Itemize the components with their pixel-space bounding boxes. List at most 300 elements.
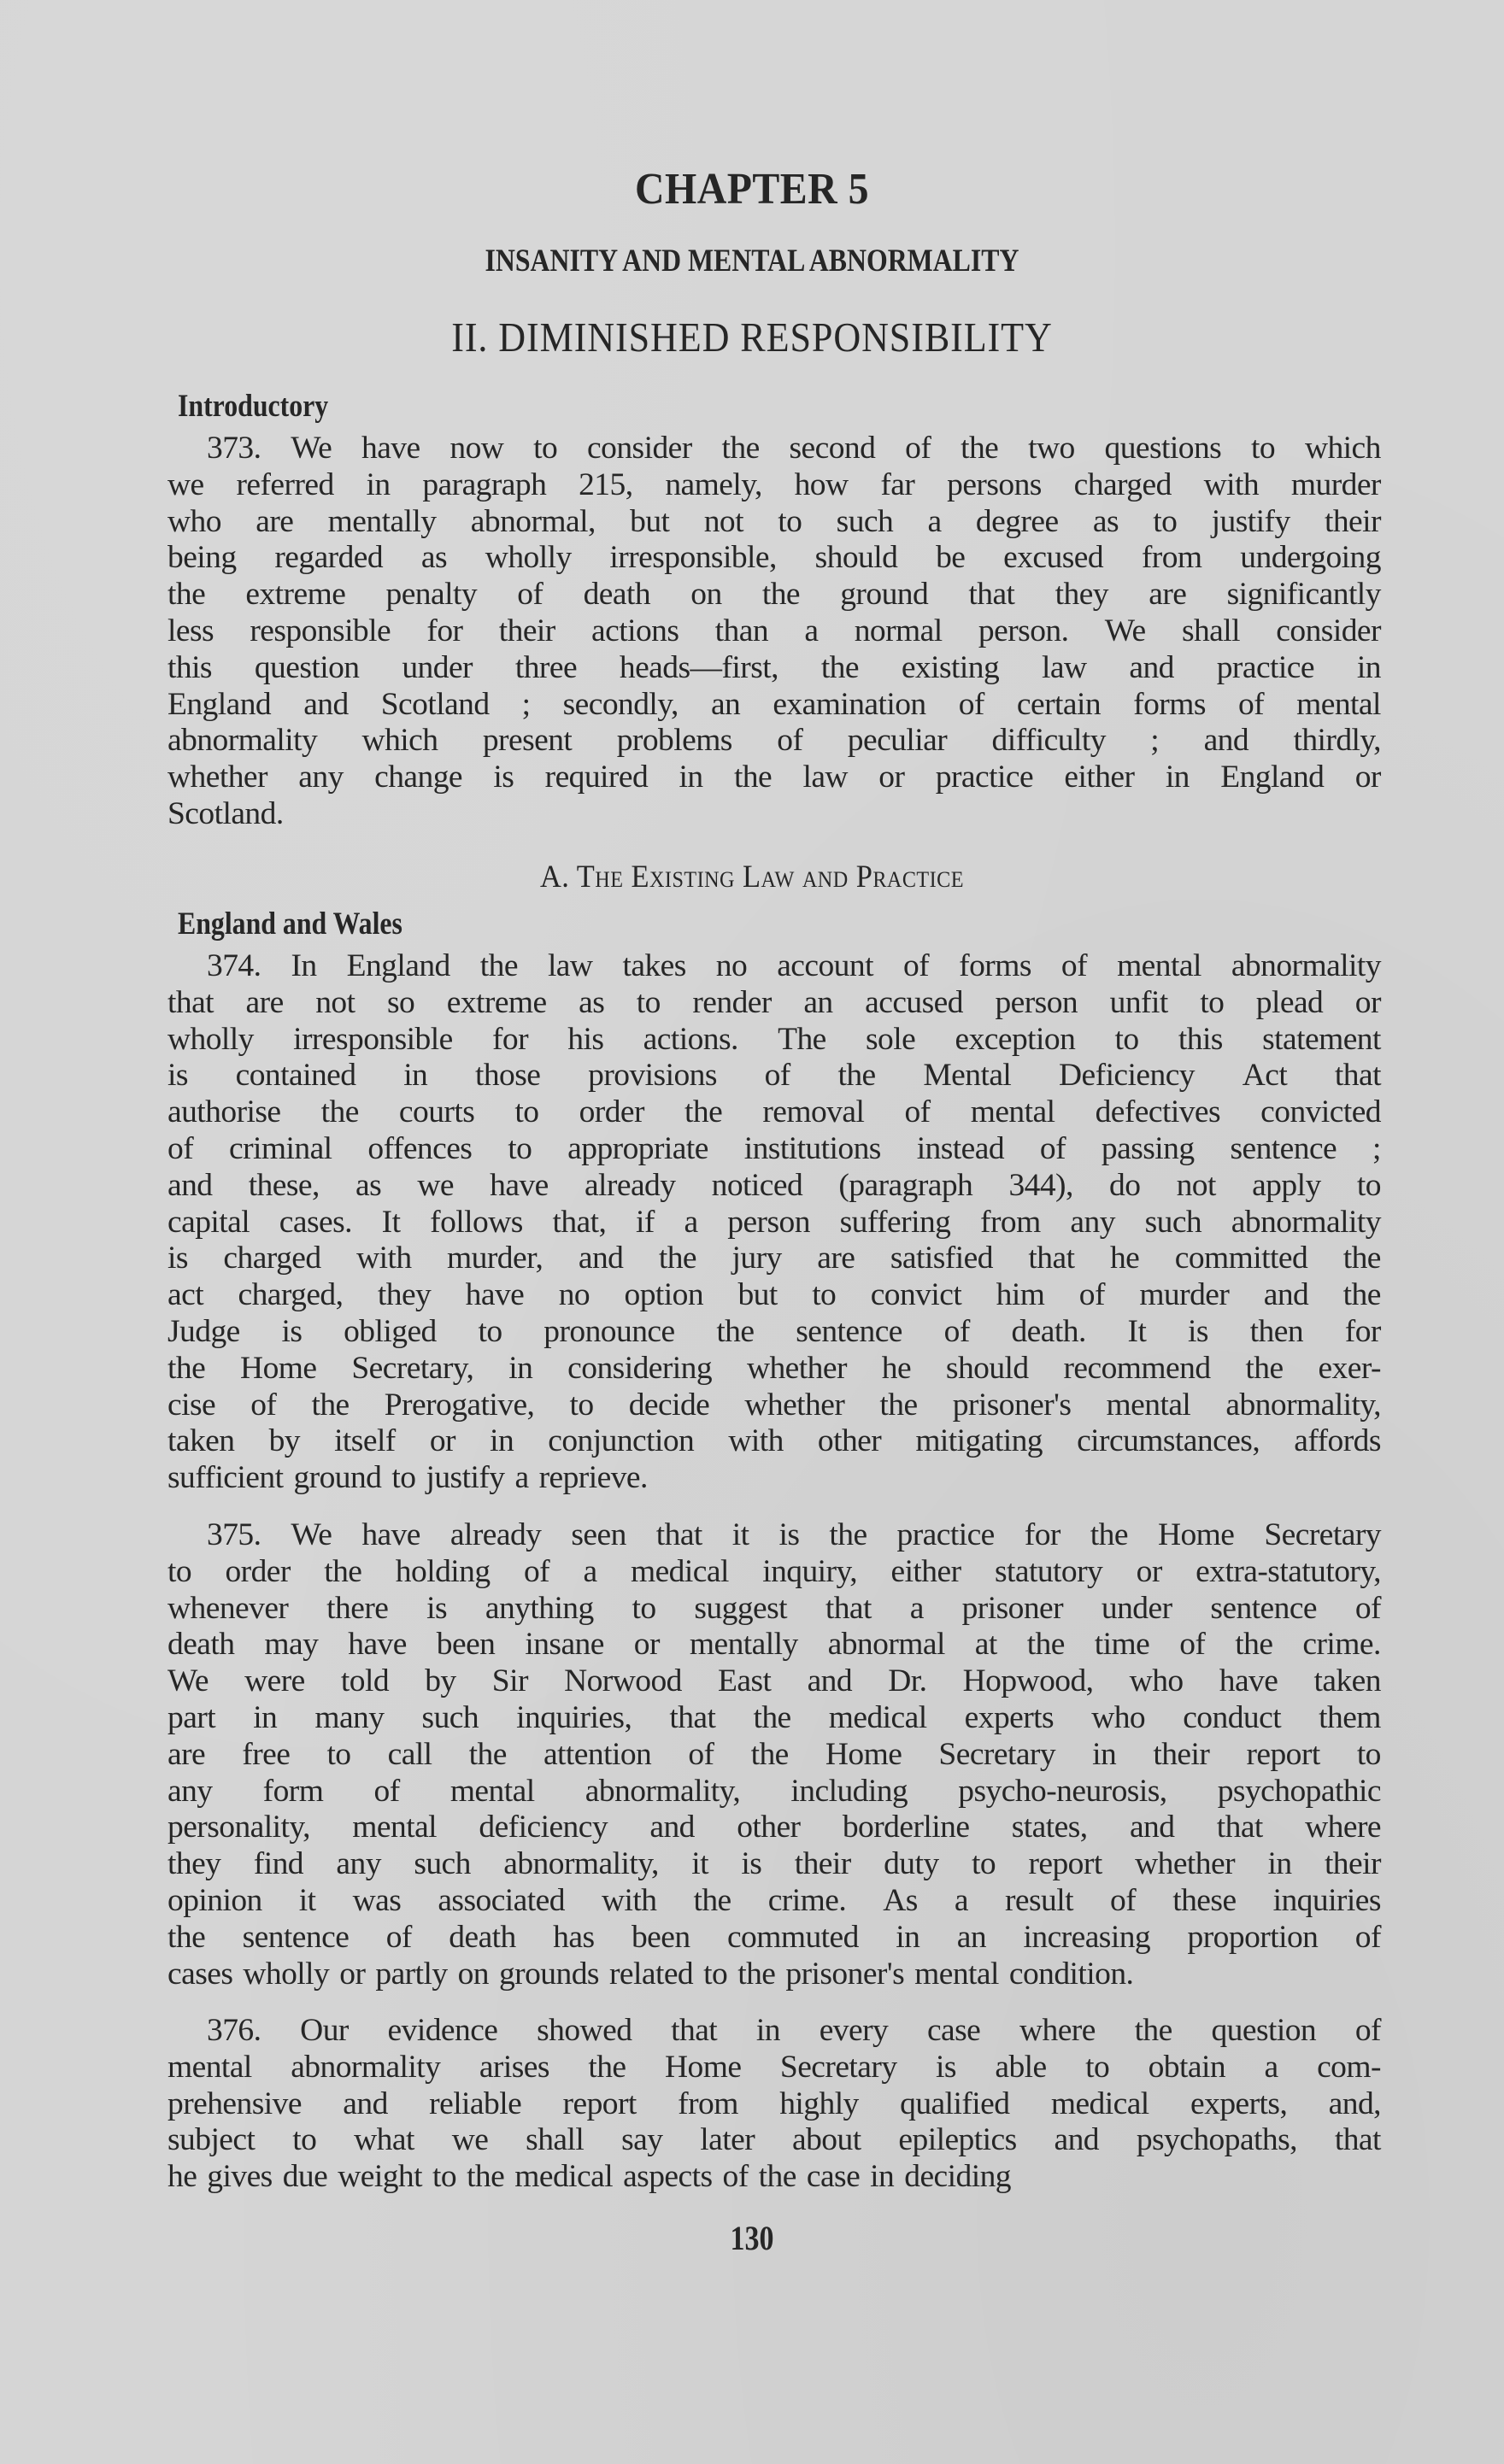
word: far <box>880 466 915 502</box>
word: an <box>803 984 833 1020</box>
word: of <box>1078 1277 1105 1313</box>
word: aspects <box>623 2159 713 2195</box>
word: have <box>490 1167 549 1203</box>
word: under <box>1101 1590 1172 1626</box>
word: persons <box>947 466 1042 502</box>
word: order <box>225 1553 291 1589</box>
word: to <box>1356 1736 1381 1772</box>
text-line <box>167 1810 1381 1846</box>
word: practice <box>935 760 1034 795</box>
word: death <box>583 577 651 613</box>
word: degree <box>975 503 1059 539</box>
word: ; <box>1150 723 1160 759</box>
word: to <box>326 1736 351 1772</box>
word: and <box>1263 1277 1309 1313</box>
word: of <box>764 1058 790 1094</box>
word: are <box>256 503 294 539</box>
word: of <box>902 948 930 983</box>
word: Scotland. <box>167 795 284 831</box>
word: and <box>649 1810 695 1845</box>
text-line <box>167 2050 1381 2086</box>
word: 215, <box>579 466 633 502</box>
word: abnormality <box>1231 1204 1381 1240</box>
word: actions. <box>643 1021 738 1057</box>
word: whether <box>746 1350 847 1386</box>
word: with <box>356 1241 412 1276</box>
word: a <box>954 1882 968 1918</box>
word: of <box>943 1313 970 1349</box>
word: of <box>722 2159 749 2195</box>
word: reprieve. <box>538 1460 648 1496</box>
word: do <box>1109 1167 1141 1203</box>
word: England <box>1220 760 1325 795</box>
word: the <box>1342 1241 1381 1276</box>
word: the <box>468 1736 507 1772</box>
word: cases <box>167 1956 233 1992</box>
word: should <box>945 1350 1029 1386</box>
word: provisions <box>588 1058 717 1094</box>
text-line <box>167 1591 1381 1628</box>
word: whether <box>1135 1846 1236 1882</box>
word: that <box>1334 2122 1381 2158</box>
word: question <box>1211 2013 1317 2048</box>
word: and <box>1203 723 1249 759</box>
word: from <box>1141 540 1202 576</box>
word: extreme <box>245 577 346 613</box>
word: their <box>1153 1736 1210 1772</box>
word: as <box>579 984 605 1020</box>
word: It <box>1127 1313 1147 1349</box>
word: the <box>733 760 773 795</box>
text-line <box>167 1774 1381 1810</box>
word: who <box>1091 1699 1146 1735</box>
word: what <box>354 2122 414 2158</box>
word: to <box>1251 431 1276 466</box>
word: the <box>961 431 999 466</box>
word: grounds <box>498 1956 599 1992</box>
word: We <box>1104 613 1146 648</box>
word: forms <box>1133 686 1206 722</box>
word: affords <box>1294 1423 1381 1459</box>
word: that <box>669 1699 716 1735</box>
word: mental <box>167 2049 252 2085</box>
word: the <box>1235 1627 1273 1663</box>
word: they <box>1055 577 1109 613</box>
word: unfit <box>1109 984 1168 1020</box>
word: under <box>402 649 473 685</box>
word: time <box>1094 1627 1150 1663</box>
word: to <box>632 1590 656 1626</box>
word: crime. <box>767 1882 847 1918</box>
word: we <box>417 1167 454 1203</box>
word: significantly <box>1226 577 1381 613</box>
word: person. <box>978 613 1069 648</box>
word: existing <box>901 649 1000 685</box>
word: for <box>426 613 463 648</box>
word: are <box>167 1736 206 1772</box>
word: associated <box>438 1882 565 1918</box>
word: Secretary <box>1264 1517 1381 1552</box>
word: related <box>608 1956 694 1992</box>
word: the <box>879 1387 918 1423</box>
word: it <box>731 1517 749 1552</box>
word: (paragraph <box>838 1167 973 1203</box>
word: statutory <box>994 1553 1103 1589</box>
word: ; <box>521 686 531 722</box>
word: case <box>926 2013 981 2048</box>
word: is <box>426 1590 448 1626</box>
word: that <box>671 2013 718 2048</box>
word: murder <box>1290 466 1381 502</box>
word: Home <box>825 1736 902 1772</box>
chapter-title: CHAPTER 5 <box>635 165 869 214</box>
word: mitigating <box>915 1423 1043 1459</box>
word: of <box>958 686 984 722</box>
word: instead <box>916 1130 1005 1166</box>
word: or <box>1354 984 1381 1020</box>
word: sufficient <box>167 1460 284 1496</box>
word: noticed <box>711 1167 803 1203</box>
word: In <box>291 948 317 983</box>
word: conduct <box>1183 1699 1282 1735</box>
text-line <box>167 1131 1381 1168</box>
word: to <box>432 2159 457 2195</box>
word: questions <box>1104 431 1222 466</box>
word: deciding <box>904 2159 1011 2195</box>
word: abnormal, <box>470 503 596 539</box>
word: their <box>794 1846 851 1882</box>
word: statement <box>1262 1021 1381 1057</box>
word: by <box>425 1663 456 1699</box>
word: 375. <box>207 1517 261 1552</box>
text-line <box>167 540 1381 577</box>
word: obliged <box>344 1313 437 1349</box>
word: inquiry, <box>762 1553 858 1589</box>
word: so <box>386 984 415 1020</box>
word: highly <box>779 2086 859 2121</box>
word: other <box>737 1810 801 1845</box>
word: We <box>291 1517 332 1552</box>
word: the <box>829 1517 867 1552</box>
word: commuted <box>726 1919 859 1955</box>
word: and <box>1129 649 1174 685</box>
word: their <box>498 613 555 648</box>
page-number: 130 <box>730 2219 774 2257</box>
word: seen <box>571 1517 626 1552</box>
word: Home <box>664 2049 742 2085</box>
word: which <box>1304 431 1381 466</box>
word: him <box>996 1277 1045 1313</box>
word: Norwood <box>564 1663 682 1699</box>
word: form <box>262 1773 324 1809</box>
word: decide <box>628 1387 710 1423</box>
word: of <box>517 577 543 613</box>
text-line <box>167 1737 1381 1774</box>
word: is <box>167 1241 188 1276</box>
text-line <box>167 504 1381 541</box>
word: mental <box>970 1094 1055 1130</box>
word: of <box>688 1736 714 1772</box>
word: epileptics <box>898 2122 1017 2158</box>
word: change <box>374 760 463 795</box>
word: to <box>1114 1021 1139 1057</box>
word: but <box>737 1277 778 1313</box>
word: his <box>567 1021 604 1057</box>
word: sentence <box>1210 1590 1318 1626</box>
word: that, <box>552 1204 607 1240</box>
word: Scotland <box>380 686 490 722</box>
word: mentally <box>689 1627 798 1663</box>
word: evidence <box>387 2013 498 2048</box>
word: experts, <box>1190 2086 1288 2121</box>
word: he <box>881 1350 912 1386</box>
text-line <box>167 1663 1381 1700</box>
word: report <box>562 2086 637 2121</box>
word: a <box>514 1460 529 1496</box>
word: the <box>167 1919 206 1955</box>
word: convicted <box>1260 1094 1381 1130</box>
word: their <box>1324 1846 1381 1882</box>
word: problems <box>616 723 732 759</box>
word: the <box>479 948 518 983</box>
word: in <box>403 1058 428 1094</box>
word: has <box>553 1919 595 1955</box>
word: authorise <box>167 1094 281 1130</box>
word: are <box>817 1241 855 1276</box>
word: to <box>812 1277 837 1313</box>
word: of <box>1354 1590 1381 1626</box>
word: and <box>578 1241 624 1276</box>
word: consider <box>1276 613 1381 648</box>
word: responsible <box>250 613 391 648</box>
word: find <box>253 1846 303 1882</box>
word: medical <box>514 2159 614 2195</box>
word: have <box>1219 1663 1278 1699</box>
word: say <box>621 2122 663 2158</box>
text-line <box>167 948 1381 985</box>
word: Judge <box>167 1313 240 1349</box>
word: it <box>298 1882 316 1918</box>
word: many <box>314 1699 385 1735</box>
text-line <box>167 1314 1381 1351</box>
word: they <box>377 1277 432 1313</box>
word: the <box>750 1736 789 1772</box>
word: were <box>244 1663 305 1699</box>
word: either <box>1064 760 1135 795</box>
word: in <box>755 2013 780 2048</box>
text-line <box>167 1277 1381 1314</box>
word: death <box>449 1919 516 1955</box>
word: told <box>340 1663 390 1699</box>
word: should <box>814 540 898 576</box>
word: an <box>956 1919 987 1955</box>
word: we <box>451 2122 489 2158</box>
word: arises <box>479 2049 549 2085</box>
word: every <box>819 2013 889 2048</box>
word: abnormal <box>827 1627 945 1663</box>
word: mental <box>1296 686 1381 722</box>
word: that <box>1216 1810 1263 1845</box>
word: charged, <box>238 1277 344 1313</box>
word: in <box>870 2159 895 2195</box>
word: or <box>1136 1553 1162 1589</box>
word: is <box>778 1517 800 1552</box>
word: crime. <box>1302 1627 1381 1663</box>
word: render <box>692 984 772 1020</box>
word: how <box>794 466 849 502</box>
word: inquiries, <box>516 1699 632 1735</box>
word: England <box>167 686 272 722</box>
word: and <box>343 2086 388 2121</box>
word: certain <box>1016 686 1102 722</box>
word: sole <box>866 1021 916 1057</box>
word: the <box>467 2159 505 2195</box>
word: partly <box>375 1956 448 1992</box>
word: personality, <box>167 1810 310 1845</box>
text-line <box>167 1460 1381 1497</box>
chapter-subtitle: INSANITY AND MENTAL ABNORMALITY <box>485 243 1019 279</box>
word: sentence <box>796 1313 902 1349</box>
word: Prerogative, <box>384 1387 535 1423</box>
word: who <box>1129 1663 1184 1699</box>
word: the <box>1342 1277 1381 1313</box>
word: no <box>715 948 748 983</box>
word: the <box>588 2049 626 2085</box>
word: was <box>352 1882 402 1918</box>
word: plead <box>1255 984 1324 1020</box>
word: passing <box>1101 1130 1195 1166</box>
word: capital <box>167 1204 250 1240</box>
word: whether <box>167 760 267 795</box>
word: jury <box>731 1241 782 1276</box>
word: a <box>909 1590 924 1626</box>
word: borderline <box>842 1810 970 1845</box>
word: may <box>264 1627 319 1663</box>
text-line <box>167 1351 1381 1387</box>
word: required <box>544 760 649 795</box>
word: there <box>326 1590 389 1626</box>
word: the <box>761 577 801 613</box>
word: proportion <box>1187 1919 1319 1955</box>
word: to <box>478 1313 502 1349</box>
word: death <box>167 1627 235 1663</box>
word: extra-statutory, <box>1196 1553 1381 1589</box>
word: law <box>1042 649 1087 685</box>
word: insane <box>525 1627 604 1663</box>
word: experts <box>964 1699 1055 1735</box>
word: and, <box>1328 2086 1381 2121</box>
word: on <box>690 577 722 613</box>
word: two <box>1028 431 1075 466</box>
word: murder <box>1139 1277 1230 1313</box>
word: secondly, <box>562 686 679 722</box>
paragraph-373 <box>167 431 1381 833</box>
word: a <box>684 1204 698 1240</box>
word: defectives <box>1095 1094 1221 1130</box>
word: anything <box>485 1590 594 1626</box>
word: we <box>167 466 204 502</box>
word: increasing <box>1023 1919 1151 1955</box>
word: now <box>449 431 504 466</box>
word: person <box>727 1204 810 1240</box>
word: medical <box>630 1553 729 1589</box>
text-line <box>167 467 1381 504</box>
word: psycho-neurosis, <box>958 1773 1167 1809</box>
word: death. <box>1011 1313 1086 1349</box>
word: forms <box>959 948 1031 983</box>
word: second <box>789 431 876 466</box>
word: free <box>242 1736 291 1772</box>
word: Act <box>1242 1058 1288 1094</box>
word: East <box>718 1663 772 1699</box>
text-line <box>167 985 1381 1022</box>
word: abnormality, <box>503 1846 659 1882</box>
word: Secretary, <box>351 1350 474 1386</box>
word: holding <box>395 1553 491 1589</box>
word: suffering <box>839 1204 951 1240</box>
word: medical <box>1050 2086 1149 2121</box>
word: and <box>1054 2122 1099 2158</box>
word: been <box>436 1627 496 1663</box>
word: Our <box>300 2013 349 2048</box>
word: the <box>758 2159 796 2195</box>
word: apply <box>1252 1167 1321 1203</box>
word: sentence <box>1230 1130 1337 1166</box>
word: cases. <box>279 1204 352 1240</box>
word: taken <box>167 1423 235 1459</box>
word: question <box>254 649 360 685</box>
word: conjunction <box>548 1423 695 1459</box>
word: of <box>250 1387 277 1423</box>
word: abnormality, <box>1225 1387 1381 1423</box>
word: prehensive <box>167 2086 302 2121</box>
word: circumstances, <box>1077 1423 1260 1459</box>
word: abnormality, <box>585 1773 741 1809</box>
word: gives <box>207 2159 273 2195</box>
word: this <box>167 649 212 685</box>
word: deficiency <box>479 1810 608 1845</box>
word: to <box>703 1956 728 1992</box>
text-line <box>167 723 1381 760</box>
word: report <box>1246 1736 1320 1772</box>
text-line <box>167 1883 1381 1920</box>
word: 344), <box>1008 1167 1073 1203</box>
text-line <box>167 1241 1381 1277</box>
word: is <box>1188 1313 1208 1349</box>
word: considering <box>567 1350 713 1386</box>
word: in <box>1356 649 1381 685</box>
word: mental <box>1117 948 1201 983</box>
word: ; <box>1372 1130 1381 1166</box>
word: these <box>1172 1882 1237 1918</box>
word: from <box>980 1204 1041 1240</box>
word: their <box>1324 503 1381 539</box>
word: to <box>1085 2049 1110 2085</box>
word: any <box>167 1773 213 1809</box>
word: 374. <box>207 948 261 983</box>
word: of <box>167 1130 194 1166</box>
word: recommend <box>1063 1350 1211 1386</box>
word: abnormality <box>167 723 318 759</box>
word: where <box>1019 2013 1096 2048</box>
word: to <box>636 984 661 1020</box>
word: order <box>579 1094 644 1130</box>
word: mental <box>914 1956 999 1992</box>
text-line <box>167 431 1381 467</box>
word: are <box>245 984 284 1020</box>
word: the <box>721 431 760 466</box>
word: the <box>716 1313 755 1349</box>
